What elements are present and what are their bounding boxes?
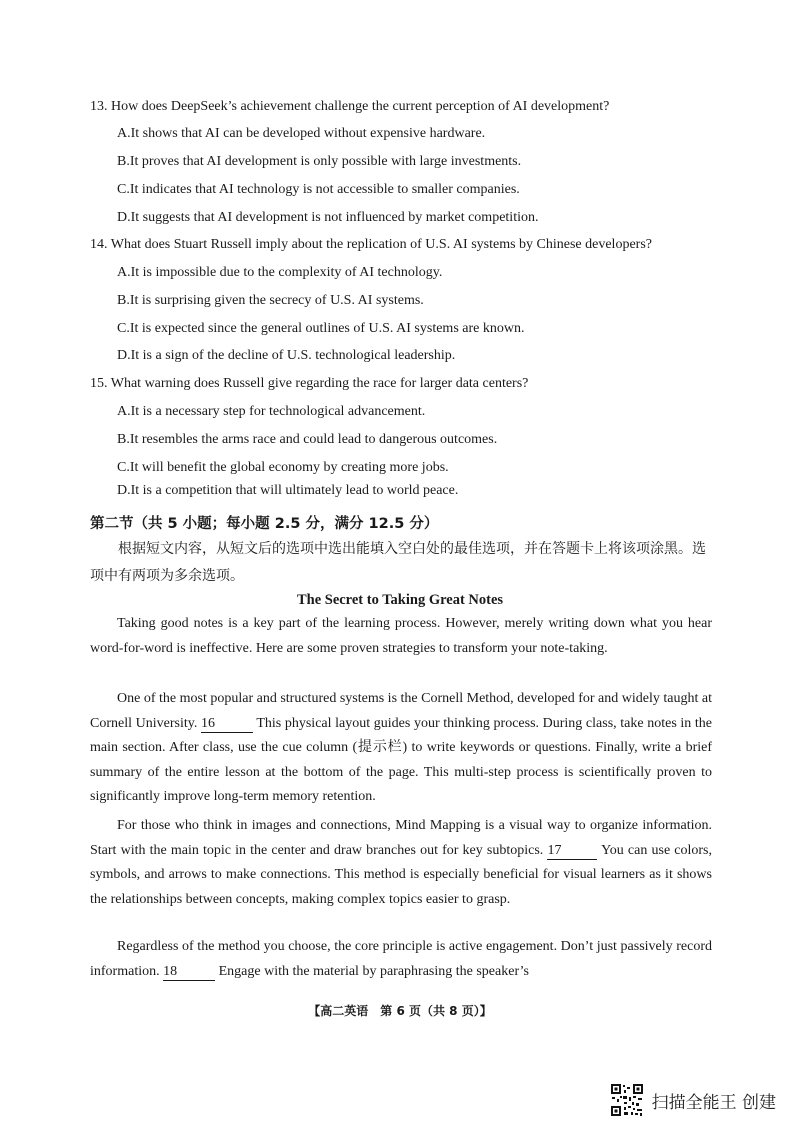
question-15-stem: 15. What warning does Russell give regarding the race for larger data centers? — [90, 376, 529, 391]
section-title: 第二节（共 5 小题；每小题 2.5 分，满分 12.5 分） — [90, 516, 439, 532]
question-15-option-a: A.It is a necessary step for technological advancement. — [117, 404, 426, 419]
question-14-option-b: B.It is surprising given the secrecy of U.S. AI systems. — [117, 293, 424, 308]
question-14-option-d: D.It is a sign of the decline of U.S. technological leadership. — [117, 348, 456, 363]
question-15-option-c: C.It will benefit the global economy by creating more jobs. — [117, 460, 449, 475]
question-14-option-a: A.It is impossible due to the complexity of AI technology. — [117, 265, 443, 280]
qr-code-icon — [610, 1083, 644, 1117]
blank-18[interactable]: 18 — [163, 963, 215, 981]
article-paragraph-4 — [90, 935, 712, 984]
question-13-stem: 13. How does DeepSeek’s achievement challenge the current perception of AI development? — [90, 99, 610, 114]
article-paragraph-2 — [90, 687, 712, 810]
blank-16[interactable]: 16 — [201, 715, 253, 733]
question-14-option-c: C.It is expected since the general outlines of U.S. AI systems are known. — [117, 321, 525, 336]
question-13-option-c: C.It indicates that AI technology is not accessible to smaller companies. — [117, 182, 520, 197]
watermark-text: 扫描全能王 创建 — [651, 1092, 776, 1113]
section-instruction-text: 根据短文内容，从短文后的选项中选出能填入空白处的最佳选项，并在答题卡上将该项涂黑。选项中有两项为多余选项。 — [90, 541, 706, 584]
question-14-stem: 14. What does Stuart Russell imply about the replication of U.S. AI systems by Chinese developers? — [90, 237, 652, 252]
question-13-option-b: B.It proves that AI development is only possible with large investments. — [117, 154, 522, 169]
question-13-option-d: D.It suggests that AI development is not influenced by market competition. — [117, 210, 539, 225]
paragraph-2-text-before: One of the most popular and structured systems is the Cornell Method, developed for and widely taught at Cornell University. — [90, 691, 712, 731]
section-instruction — [90, 536, 712, 590]
paragraph-2-text-after: This physical layout guides your thinking process. During class, take notes in the main section. After class, use the cue column (提示栏) to write keywords or questions. Finally, write a brief summary of the entire lesson at the bottom of the page. This multi-step process is scientifically proven to significantly improve long-term memory retention. — [90, 715, 713, 804]
paragraph-3-text-before: For those who think in images and connections, Mind Mapping is a visual way to organize information. Start with the main topic in the center and draw branches out for key subtopics. — [90, 818, 712, 858]
question-15-option-d: D.It is a competition that will ultimately lead to world peace. — [117, 483, 459, 498]
paragraph-4-text-after: Engage with the material by paraphrasing the speaker’s — [218, 963, 529, 979]
article-paragraph-3 — [90, 814, 712, 912]
article-title: The Secret to Taking Great Notes — [296, 592, 504, 608]
page-footer: 【高二英语 第 6 页（共 8 页）】 — [308, 1004, 492, 1018]
question-15-option-b: B.It resembles the arms race and could lead to dangerous outcomes. — [117, 432, 498, 447]
paragraph-3-text-after: You can use colors, symbols, and arrows to make connections. This method is especially beneficial for visual learners as it shows the relationships between concepts, making complex topics easier to grasp. — [90, 842, 713, 907]
question-13-option-a: A.It shows that AI can be developed without expensive hardware. — [117, 126, 486, 141]
paragraph-4-text-before: Regardless of the method you choose, the core principle is active engagement. Don’t just passively record information. — [90, 939, 712, 979]
scanner-watermark — [610, 1083, 776, 1117]
paragraph-1-text: Taking good notes is a key part of the learning process. However, merely writing down what you hear word-for-word is ineffective. Here are some proven strategies to transform your note-taking. — [90, 616, 712, 656]
article-paragraph-1 — [90, 612, 712, 661]
blank-17[interactable]: 17 — [547, 842, 597, 860]
